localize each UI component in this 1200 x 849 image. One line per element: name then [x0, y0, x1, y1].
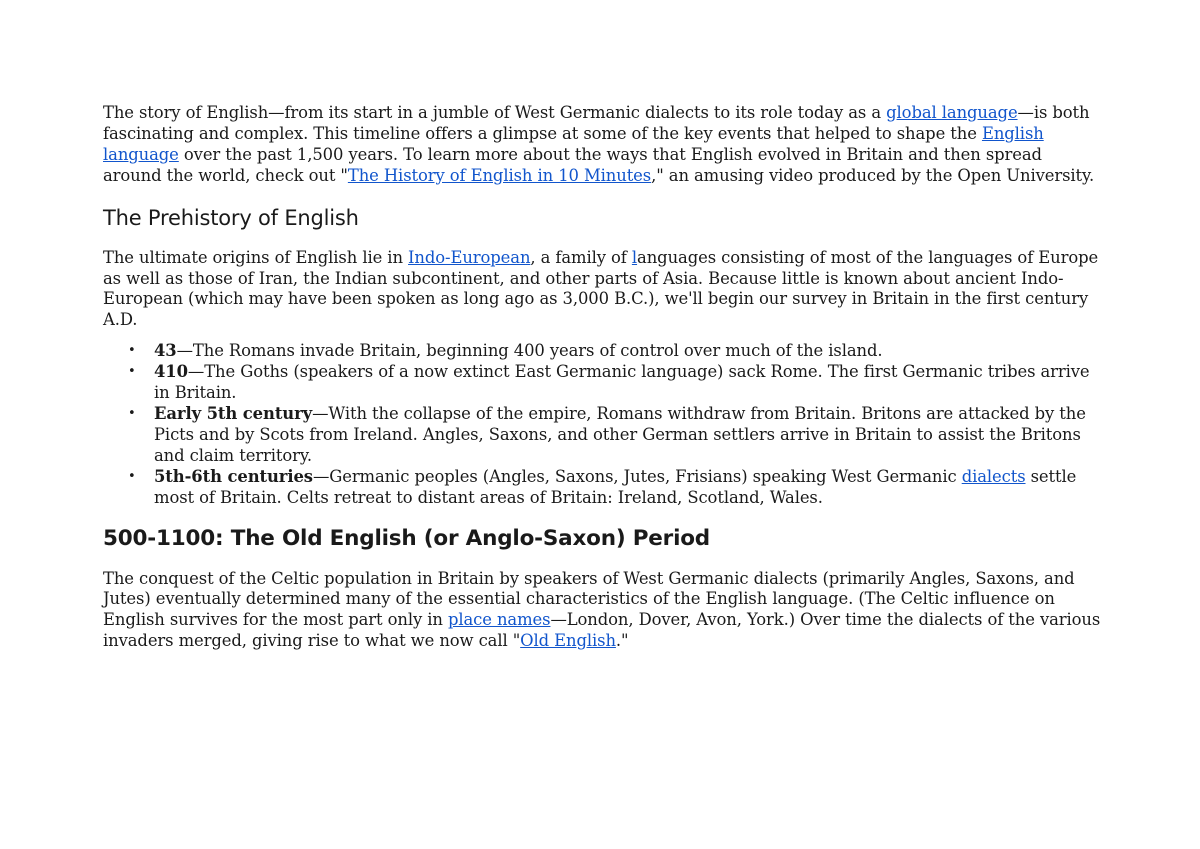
timeline-item-410 [154, 362, 1103, 404]
timeline-text: —With the collapse of the empire, Romans withdraw from Britain. Britons are attacked by the Picts and by Scots from Ireland. Angles, Saxons, and other German settlers arrive in Britain to assist the Britons and claim territory. [154, 403, 1086, 465]
old-english-link[interactable]: Old English [520, 631, 616, 651]
article-body [103, 103, 1103, 652]
timeline-date: Early 5th century [154, 403, 313, 423]
languages-link[interactable]: l [631, 247, 638, 267]
dialects-link[interactable]: dialects [961, 466, 1026, 486]
prehistory-heading: The Prehistory of English [103, 205, 359, 230]
prehistory-text: , a family of [530, 247, 632, 267]
intro-paragraph [103, 103, 1103, 187]
timeline-item-43 [154, 341, 1103, 362]
old-english-text: —London, Dover, Avon, York.) Over time the dialects of the various invaders merged, giving rise to what we now call " [103, 610, 1101, 651]
global-language-link[interactable]: global language [886, 103, 1018, 122]
old-english-paragraph [103, 569, 1103, 653]
prehistory-paragraph [103, 248, 1103, 332]
old-english-text: The conquest of the Celtic population in Britain by speakers of West Germanic dialects (primarily Angles, Saxons, and Jutes) eventually determined many of the essential characteristics of the English language. (The Celtic influence on English survives for the most part only in [103, 568, 1075, 630]
old-english-text: ." [615, 631, 629, 651]
intro-text: —is both fascinating and complex. This timeline offers a glimpse at some of the key events that helped to shape the [103, 103, 1090, 143]
timeline-text: —The Goths (speakers of a now extinct East Germanic language) sack Rome. The first Germanic tribes arrive in Britain. [154, 362, 1090, 403]
intro-text: ," an amusing video produced by the Open University. [651, 165, 1095, 185]
prehistory-text: anguages consisting of most of the languages of Europe as well as those of Iran, the Indian subcontinent, and other parts of Asia. Because little is known about ancient Indo-European (which may have been spoken as long ago as 3,000 B.C.), we'll begin our survey in Britain in the first century A.D. [103, 247, 1099, 330]
timeline-date: 43 [154, 341, 177, 361]
english-language-link[interactable]: English language [103, 123, 1044, 164]
history-video-link[interactable]: The History of English in 10 Minutes [347, 165, 652, 185]
timeline-text: —Germanic peoples (Angles, Saxons, Jutes, Frisians) speaking West Germanic [312, 466, 962, 486]
prehistory-text: The ultimate origins of English lie in [103, 247, 409, 267]
prehistory-timeline-list [103, 341, 1103, 508]
timeline-text: —The Romans invade Britain, beginning 400 years of control over much of the island. [176, 341, 883, 361]
old-english-heading: 500-1100: The Old English (or Anglo-Saxon) Period [103, 525, 711, 551]
timeline-item-5th-6th-centuries [154, 467, 1103, 509]
intro-text: over the past 1,500 years. To learn more about the ways that English evolved in Britain and then spread around the world, check out " [103, 144, 1042, 185]
timeline-text: settle most of Britain. Celts retreat to distant areas of Britain: Ireland, Scotland, Wales. [154, 466, 1077, 507]
place-names-link[interactable]: place names [447, 610, 551, 630]
indo-european-link[interactable]: Indo-European [408, 247, 531, 267]
timeline-date: 410 [154, 362, 188, 382]
intro-text: The story of English—from its start in a jumble of West Germanic dialects to its role today as a [103, 103, 887, 122]
timeline-date: 5th-6th centuries [154, 466, 313, 486]
timeline-item-early-5th-century [154, 404, 1103, 467]
